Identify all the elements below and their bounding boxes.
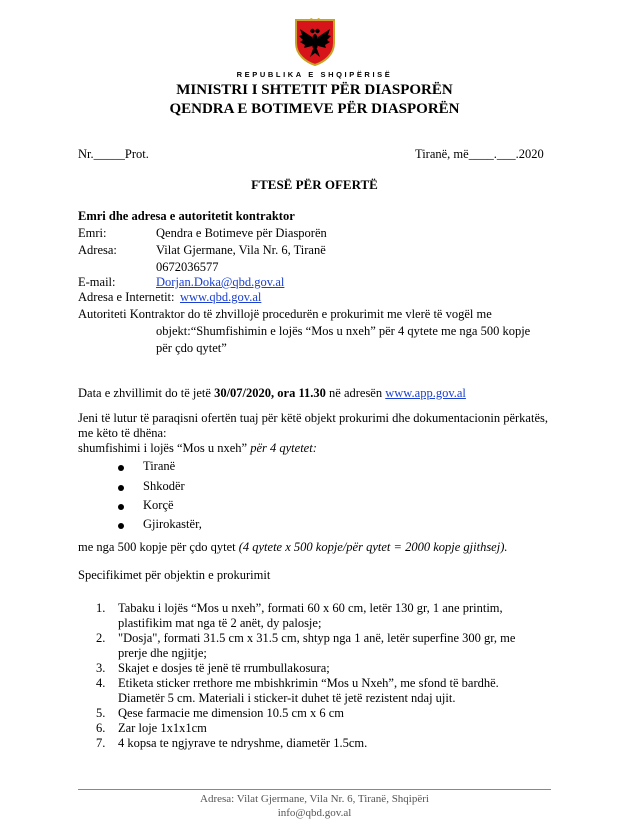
opening-date: 30/07/2020, ora 11.30: [214, 386, 326, 400]
date-line: Data e zhvillimit do të jetë 30/07/2020, ora 11.30 në adresën www.app.gov.al: [78, 386, 466, 400]
specs-heading: Specifikimet për objektin e prokurimit: [78, 568, 271, 582]
email-link[interactable]: Dorjan.Doka@qbd.gov.al: [156, 275, 285, 289]
spec-number: 4.: [96, 676, 106, 690]
address-label: Adresa:: [78, 243, 117, 257]
bullet-icon: [118, 504, 124, 510]
document-title: FTESË PËR OFERTË: [251, 177, 378, 192]
phone-value: 0672036577: [156, 260, 219, 274]
reference-number: Nr._____Prot.: [78, 147, 149, 161]
spec-number: 5.: [96, 706, 106, 720]
spec-line: Diametër 5 cm. Materiali i sticker-it duhet të jetë rezistent ndaj ujit.: [118, 691, 456, 705]
spec-number: 1.: [96, 601, 106, 615]
bullet-icon: [118, 523, 124, 529]
copies-line: me nga 500 kopje për çdo qytet (4 qytete x 500 kopje/për qytet = 2000 kopje gjithsej).: [78, 540, 508, 554]
footer-divider: [78, 789, 551, 790]
intro-line-3: për çdo qytet”: [156, 341, 227, 355]
spec-number: 2.: [96, 631, 106, 645]
spec-line: "Dosja", formati 31.5 cm x 31.5 cm, shtyp nga 1 anë, letër superfine 300 gr, me: [118, 631, 516, 645]
bullet-icon: [118, 485, 124, 491]
authority-heading: Emri dhe adresa e autoritetit kontraktor: [78, 209, 295, 223]
request-line-3: shumfishimi i lojës “Mos u nxeh” për 4 qytetet:: [78, 441, 317, 455]
albania-emblem-icon: [292, 17, 338, 67]
web-label: Adresa e Internetit:: [78, 290, 175, 304]
spec-line: 4 kopsa te ngjyrave te ndryshme, diametër 1.5cm.: [118, 736, 368, 750]
city-item: Tiranë: [143, 459, 176, 473]
republic-name: REPUBLIKA E SHQIPËRISË: [236, 70, 393, 79]
spec-line: Zar loje 1x1x1cm: [118, 721, 207, 735]
spec-line: Skajet e dosjes të jenë të rrumbullakosura;: [118, 661, 330, 675]
spec-number: 3.: [96, 661, 106, 675]
footer-address: Adresa: Vilat Gjermane, Vila Nr. 6, Tiranë, Shqipëri: [200, 793, 429, 805]
app-link[interactable]: www.app.gov.al: [385, 386, 466, 400]
spec-number: 7.: [96, 736, 106, 750]
city-item: Shkodër: [143, 479, 185, 493]
web-link[interactable]: www.qbd.gov.al: [180, 290, 262, 304]
center-name: QENDRA E BOTIMEVE PËR DIASPORËN: [169, 101, 460, 117]
request-line-1: Jeni të lutur të paraqisni ofertën tuaj për këtë objekt prokurimi dhe dokumentacionin përkatës,: [78, 411, 548, 425]
spec-line: prerje dhe ngjitje;: [118, 646, 207, 660]
footer-email: info@qbd.gov.al: [277, 807, 352, 819]
intro-line-2: objekt:“Shumfishimin e lojës “Mos u nxeh” për 4 qytete me nga 500 kopje: [156, 324, 531, 338]
email-label: E-mail:: [78, 275, 116, 289]
intro-line-1: Autoriteti Kontraktor do të zhvillojë procedurën e prokurimit me vlerë të vogël me: [78, 307, 492, 321]
ministry-name: MINISTRI I SHTETIT PËR DIASPORËN: [176, 82, 453, 98]
spec-line: Etiketa sticker rrethore me mbishkrimin “Mos u Nxeh”, me sfond të bardhë.: [118, 676, 499, 690]
spec-number: 6.: [96, 721, 106, 735]
name-label: Emri:: [78, 226, 107, 240]
city-item: Gjirokastër,: [143, 517, 202, 531]
spec-line: Tabaku i lojës “Mos u nxeh”, formati 60 x 60 cm, letër 130 gr, 1 ane printim,: [118, 601, 503, 615]
bullet-icon: [118, 465, 124, 471]
address-value: Vilat Gjermane, Vila Nr. 6, Tiranë: [156, 243, 326, 257]
reference-date: Tiranë, më____.___.2020: [415, 147, 544, 161]
city-item: Korçë: [143, 498, 174, 512]
spec-line: Qese farmacie me dimension 10.5 cm x 6 cm: [118, 706, 344, 720]
name-value: Qendra e Botimeve për Diasporën: [156, 226, 327, 240]
spec-line: plastifikim mat nga të 2 anët, dy palosje;: [118, 616, 322, 630]
request-line-2: me këto të dhëna:: [78, 426, 167, 440]
